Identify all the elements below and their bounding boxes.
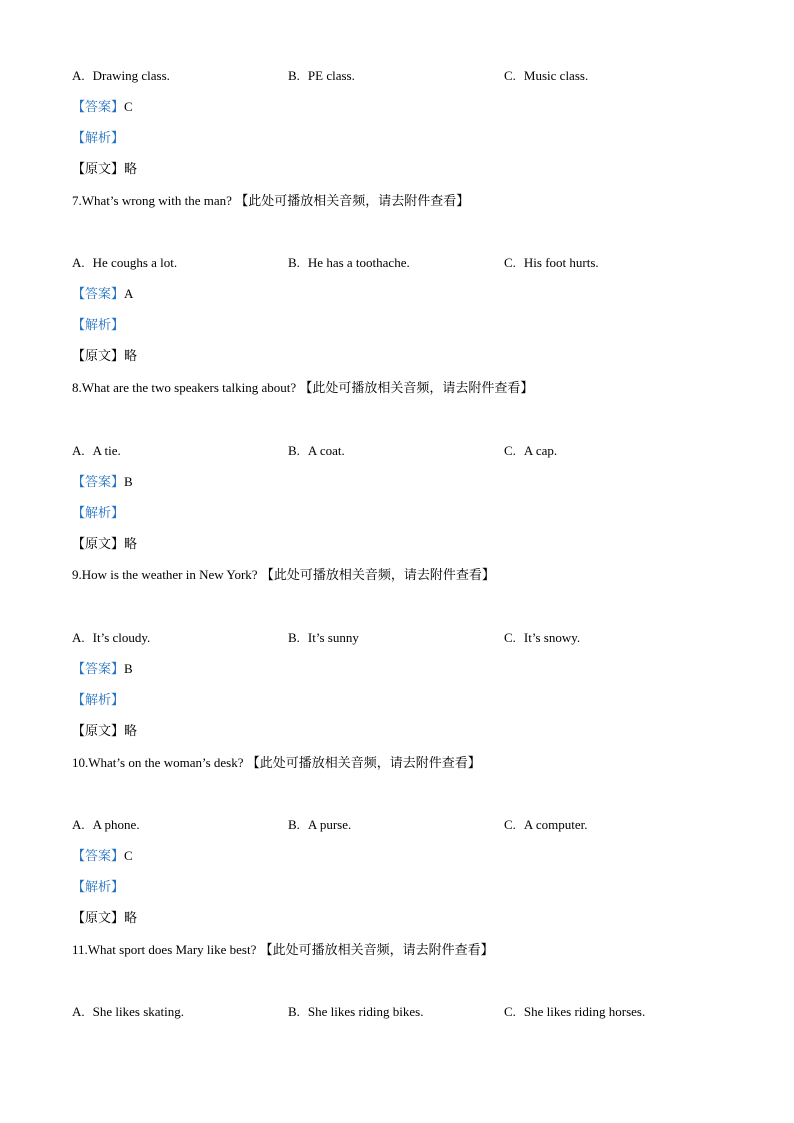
q11-option-a: A. She likes skating. (72, 1004, 184, 1019)
q8-options (0, 442, 794, 460)
q10-option-c: C. A computer. (504, 817, 588, 832)
q7-audio-note: 【此处可播放相关音频，请去附件查看】 (235, 194, 470, 209)
q10-answer: 【答案】C (72, 848, 133, 864)
q8-original: 【原文】略 (72, 537, 138, 552)
q6-analysis: 【解析】 (72, 131, 125, 146)
q9-audio-note: 【此处可播放相关音频，请去附件查看】 (260, 568, 495, 583)
q9-analysis: 【解析】 (72, 693, 125, 708)
q6-option-c: C. Music class. (504, 68, 589, 83)
q9-option-b: B. It’s sunny (288, 630, 359, 645)
q11-option-c: C. She likes riding horses. (504, 1004, 646, 1019)
q10-options (0, 816, 794, 834)
q7-option-b: B. He has a toothache. (288, 255, 410, 270)
q10-audio-note: 【此处可播放相关音频，请去附件查看】 (246, 756, 481, 771)
q10-option-a: A. A phone. (72, 817, 140, 832)
q11-question: 11.What sport does Mary like best? 【此处可播放相关音频，请去附件查看】 (72, 942, 494, 958)
q7-original: 【原文】略 (72, 349, 138, 364)
q7-analysis: 【解析】 (72, 318, 125, 333)
q9-question: 9.How is the weather in New York? 【此处可播放相关音频，请去附件查看】 (72, 567, 495, 583)
q11-options (0, 1003, 794, 1021)
q8-analysis: 【解析】 (72, 506, 125, 521)
q11-audio-note: 【此处可播放相关音频，请去附件查看】 (259, 943, 494, 958)
q7-question: 7.What’s wrong with the man? 【此处可播放相关音频，请去附件查看】 (72, 193, 470, 209)
q8-option-b: B. A coat. (288, 443, 345, 458)
q9-answer: 【答案】B (72, 661, 133, 677)
q9-original: 【原文】略 (72, 724, 138, 739)
q8-answer: 【答案】B (72, 474, 133, 490)
q6-option-b: B. PE class. (288, 68, 355, 83)
q7-option-c: C. His foot hurts. (504, 255, 599, 270)
q8-option-c: C. A cap. (504, 443, 558, 458)
q6-options (0, 67, 794, 85)
q7-option-a: A. He coughs a lot. (72, 255, 178, 270)
q9-option-a: A. It’s cloudy. (72, 630, 151, 645)
q6-answer: 【答案】C (72, 99, 133, 115)
q8-option-a: A. A tie. (72, 443, 121, 458)
q10-analysis: 【解析】 (72, 880, 125, 895)
q8-question: 8.What are the two speakers talking about? 【此处可播放相关音频，请去附件查看】 (72, 380, 534, 396)
q7-answer: 【答案】A (72, 286, 134, 302)
q6-original: 【原文】略 (72, 162, 138, 177)
q6-option-a: A. Drawing class. (72, 68, 170, 83)
q10-original: 【原文】略 (72, 911, 138, 926)
q11-option-b: B. She likes riding bikes. (288, 1004, 424, 1019)
q8-audio-note: 【此处可播放相关音频，请去附件查看】 (299, 381, 534, 396)
q7-options (0, 254, 794, 272)
q9-options (0, 629, 794, 647)
q10-option-b: B. A purse. (288, 817, 352, 832)
q10-question: 10.What’s on the woman’s desk? 【此处可播放相关音频，请去附件查看】 (72, 755, 481, 771)
q9-option-c: C. It’s snowy. (504, 630, 581, 645)
